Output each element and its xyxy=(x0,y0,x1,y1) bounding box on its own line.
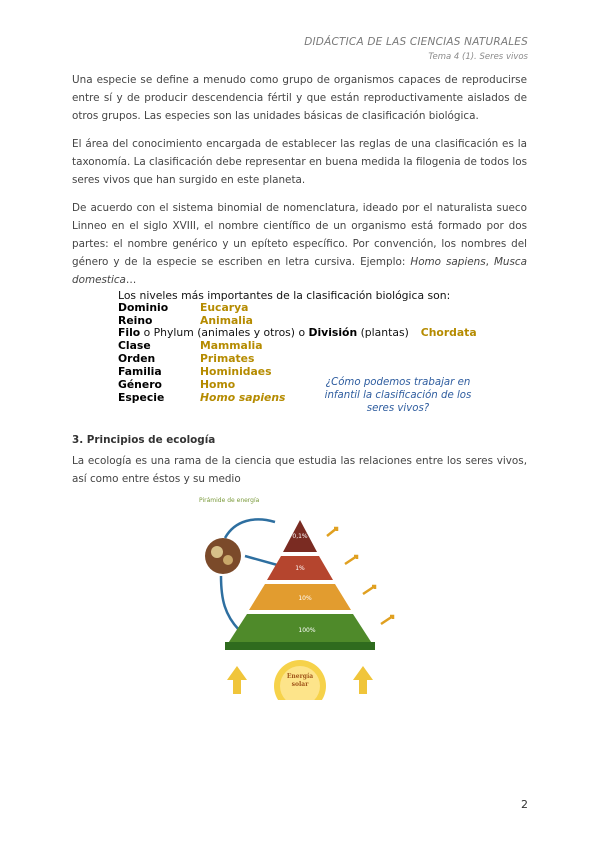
energy-pyramid-figure xyxy=(195,490,405,700)
level-value: Animalia xyxy=(200,314,253,327)
level-name: Especie xyxy=(118,391,165,404)
up-arrow-icon xyxy=(353,666,373,694)
level-value: Homo xyxy=(200,378,236,391)
paragraph-taxonomy: El área del conocimiento encargada de establecer las reglas de una clasificación es la taxonomía. La clasificación debe representar en buena medida la filogenia de todos los seres vivos que han surgido en este planeta. xyxy=(72,138,527,186)
level-value: Hominidaes xyxy=(200,365,272,378)
ecology-text: La ecología es una rama de la ciencia que estudia las relaciones entre los seres vivos, así como entre éstos y su medio xyxy=(72,455,527,485)
heat-arrow xyxy=(345,556,357,564)
level-filo xyxy=(118,326,477,339)
section-heading: 3. Principios de ecología xyxy=(72,434,216,446)
binomial-text: De acuerdo con el sistema binomial de nomenclatura, ideado por el naturalista sueco Linneo en el siglo XVIII, el nombre científico de un organismo está formado por dos partes: el nombre genérico y un epíteto específico. Por convención, los nombres del género y de la especie se escriben en letra cursiva. Ejemplo: xyxy=(72,202,527,268)
mushroom-icon xyxy=(223,555,233,565)
course-title: DIDÁCTICA DE LAS CIENCIAS NATURALES xyxy=(304,36,528,48)
sun-label: solar xyxy=(291,681,309,688)
energy-pyramid-illustration xyxy=(195,490,405,700)
pyramid-level-label: 0,1% xyxy=(292,533,308,540)
pyramid-level-label: 1% xyxy=(295,565,305,572)
pyramid-level-label: 10% xyxy=(298,595,312,602)
classification-intro: Los niveles más importantes de la clasificación biológica son: xyxy=(118,289,451,302)
paragraph-binomial xyxy=(72,199,527,289)
level-value: Homo sapiens xyxy=(200,391,286,404)
level-name: Dominio xyxy=(118,301,169,314)
grass-strip xyxy=(225,642,375,650)
level-name: Familia xyxy=(118,365,162,378)
page-number: 2 xyxy=(521,798,528,811)
cycle-arrow xyxy=(221,576,239,630)
filo-note: o Phylum (animales y otros) o xyxy=(140,326,309,339)
level-value: Chordata xyxy=(420,326,477,339)
mushroom-icon xyxy=(211,546,223,558)
level-name: Filo xyxy=(118,326,141,339)
level-name: Género xyxy=(118,378,162,391)
heat-arrow xyxy=(327,528,337,536)
filo-plantas: (plantas) xyxy=(357,326,409,339)
level-name: Orden xyxy=(118,352,156,365)
level-value: Mammalia xyxy=(200,339,263,352)
example-separator: , xyxy=(485,256,494,268)
up-arrow-icon xyxy=(227,666,247,694)
example-homo-sapiens: Homo sapiens xyxy=(410,256,486,268)
sun-label: Energía xyxy=(286,673,314,680)
pyramid-title: Pirámide de energía xyxy=(199,497,260,504)
body-text xyxy=(72,71,527,289)
decomposer-circle xyxy=(205,538,241,574)
topic-title: Tema 4 (1). Seres vivos xyxy=(428,52,528,62)
cycle-arrow xyxy=(245,556,281,566)
level-value: Eucarya xyxy=(200,301,249,314)
example-ellipsis: … xyxy=(125,274,137,286)
reflection-question: ¿Cómo podemos trabajar en infantil la clasificación de los seres vivos? xyxy=(324,377,472,414)
cycle-arrow xyxy=(225,519,275,538)
ecology-paragraph xyxy=(72,452,527,488)
heat-arrow xyxy=(381,616,393,624)
level-name: Reino xyxy=(118,314,153,327)
paragraph-species: Una especie se define a menudo como grupo de organismos capaces de reproducirse entre sí y de producir descendencia fértil y que están reproductivamente aislados de otros grupos. Las especies son las unidades básicas de clasificación biológica. xyxy=(72,74,527,122)
example-musca: Musca domestica xyxy=(72,256,528,286)
level-value: Primates xyxy=(200,352,255,365)
filo-division: División xyxy=(308,326,358,339)
page-header xyxy=(304,36,528,62)
heat-arrow xyxy=(363,586,375,594)
level-name: Clase xyxy=(118,339,151,352)
pyramid-level-label: 100% xyxy=(298,627,316,634)
